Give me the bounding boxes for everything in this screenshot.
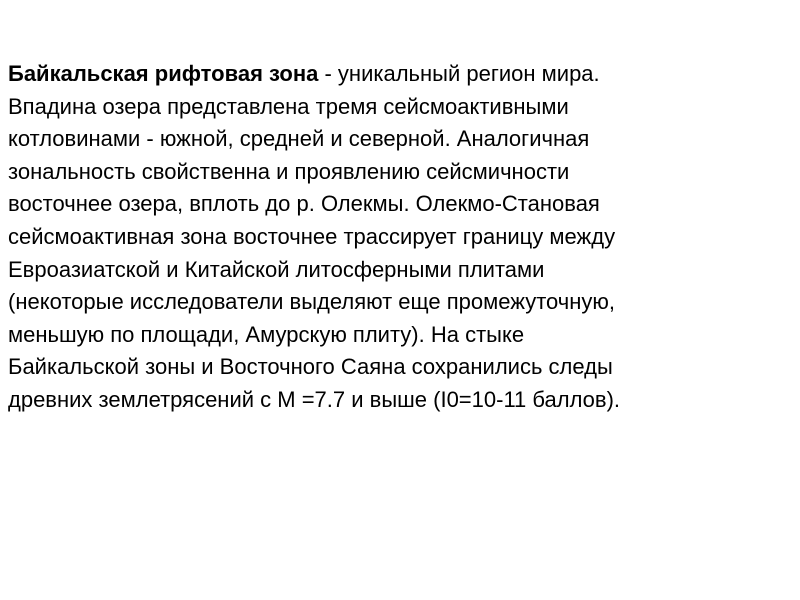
text-line-6: сейсмоактивная зона восточнее трассирует границу между: [8, 223, 616, 249]
text-line-4: зональность свойственна и проявлению сейсмичности: [8, 158, 570, 184]
text-line-9: меньшую по площади, Амурскую плиту). На стыке: [8, 321, 525, 347]
text-line-10: Байкальской зоны и Восточного Саяна сохранились следы: [8, 354, 613, 380]
body-paragraph: [8, 58, 792, 417]
text-line-5: восточнее озера, вплоть до р. Олекмы. Олекмо-Становая: [8, 191, 600, 217]
text-line-2: Впадина озера представлена тремя сейсмоактивными: [8, 93, 569, 119]
text-line-8: (некоторые исследователи выделяют еще промежуточную,: [8, 289, 616, 315]
text-line-1-rest: - уникальный регион мира.: [318, 61, 600, 86]
text-line-7: Евроазиатской и Китайской литосферными плитами: [8, 256, 545, 282]
bold-lead-text: Байкальская рифтовая зона: [8, 61, 319, 86]
text-line-3: котловинами - южной, средней и северной. Аналогичная: [8, 126, 590, 152]
text-line-11: древних землетрясений с М =7.7 и выше (I0=10-11 баллов).: [8, 386, 621, 412]
text-line-1: [8, 58, 792, 91]
